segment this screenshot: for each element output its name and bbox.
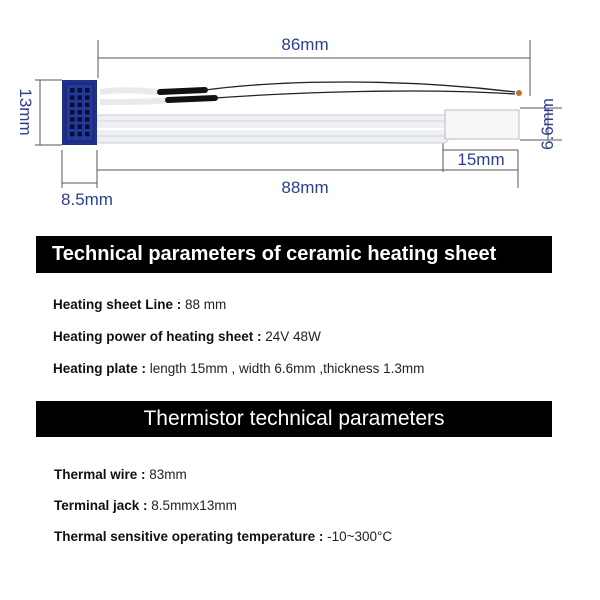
dim-total-length: 86mm: [281, 35, 329, 54]
connector-pin: [78, 95, 83, 100]
dim-plate-width: 6.6mm: [538, 98, 557, 150]
param-operating-temperature: [54, 529, 392, 544]
heating-plate: [445, 110, 519, 139]
param-label: Terminal jack :: [54, 498, 152, 513]
connector-pin: [70, 95, 75, 100]
dim-connector-width: 8.5mm: [61, 190, 113, 209]
dim-connector-height: 13mm: [16, 88, 35, 136]
param-label: Thermal sensitive operating temperature :: [54, 529, 328, 544]
connector-pin: [78, 103, 83, 108]
connector-pin: [85, 103, 90, 108]
param-heating-plate: [53, 361, 424, 376]
thermistor-bead: [516, 90, 522, 96]
connector-pin: [78, 110, 83, 115]
connector-pin: [70, 88, 75, 93]
connector-pin: [70, 110, 75, 115]
connector-pin: [70, 117, 75, 122]
section2-title: Thermistor technical parameters: [36, 401, 552, 437]
param-terminal-jack: [54, 498, 237, 513]
dim-sheet-line: 88mm: [281, 178, 329, 197]
silicone-cable: [96, 115, 448, 143]
heater-diagram: [0, 0, 600, 230]
connector-pin: [85, 110, 90, 115]
param-label: Heating sheet Line :: [53, 297, 186, 312]
connector-pin: [70, 103, 75, 108]
param-value: 24V 48W: [265, 329, 321, 344]
param-label: Heating plate :: [53, 361, 150, 376]
terminal-connector: [62, 80, 97, 145]
param-label: Heating power of heating sheet :: [53, 329, 266, 344]
param-label: Thermal wire :: [54, 467, 150, 482]
param-value: 83mm: [149, 467, 187, 482]
connector-pin: [78, 117, 83, 122]
param-value: 8.5mmx13mm: [151, 498, 237, 513]
connector-pin: [85, 95, 90, 100]
connector-pin: [78, 132, 83, 137]
section1-title: Technical parameters of ceramic heating sheet: [36, 236, 552, 273]
connector-pin: [85, 132, 90, 137]
connector-pin: [70, 132, 75, 137]
dim-plate-length: 15mm: [457, 150, 505, 169]
connector-pin: [78, 125, 83, 130]
connector-pin: [85, 125, 90, 130]
connector-pin: [70, 125, 75, 130]
param-value: 88 mm: [185, 297, 227, 312]
thermistor-wires: [100, 82, 522, 102]
param-value: -10~300°C: [327, 529, 393, 544]
connector-pin: [85, 88, 90, 93]
param-value: length 15mm , width 6.6mm ,thickness 1.3mm: [149, 361, 425, 376]
connector-pin: [78, 88, 83, 93]
param-heating-sheet-line: [53, 297, 226, 312]
param-heating-power: [53, 329, 321, 344]
param-thermal-wire: [54, 467, 187, 482]
connector-pin: [85, 117, 90, 122]
